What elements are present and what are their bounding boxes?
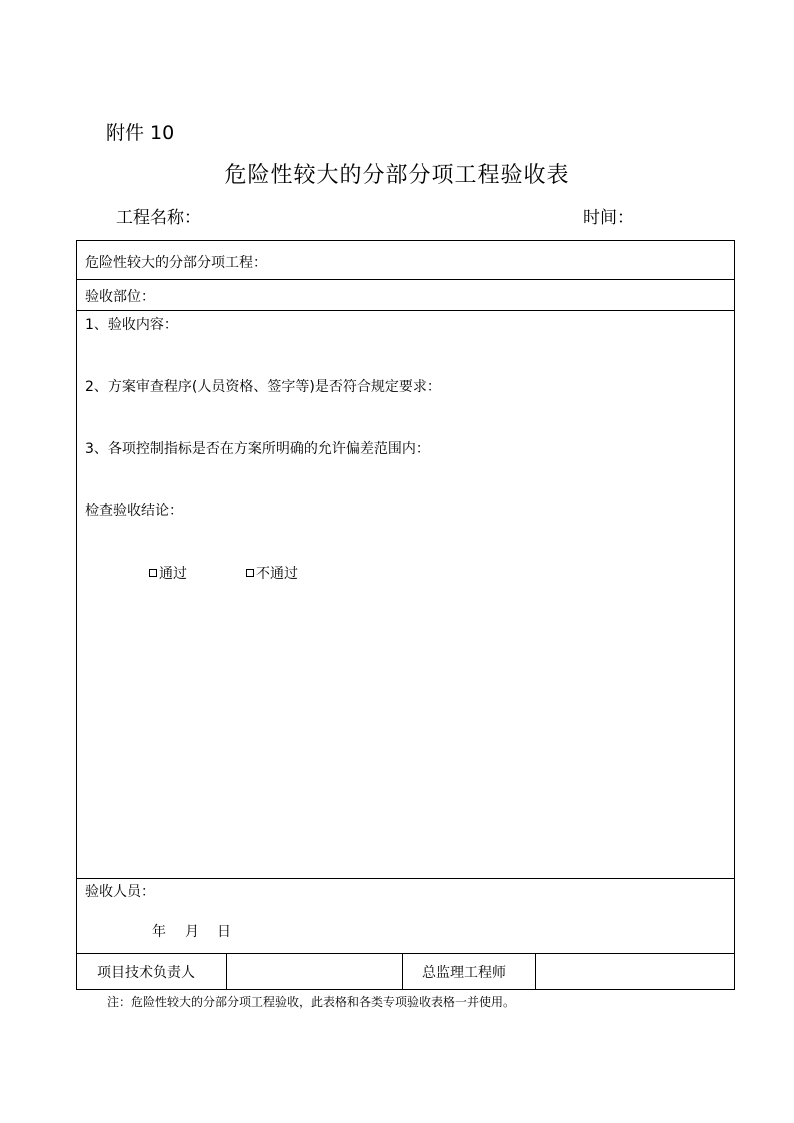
time-label: 时间：	[583, 208, 634, 228]
project-name-label: 工程名称：	[116, 208, 201, 228]
date-day: 日	[217, 924, 231, 940]
pass-checkbox[interactable]	[149, 569, 157, 577]
item-control-indicators: 3、各项控制指标是否在方案所明确的允许偏差范围内：	[85, 441, 430, 457]
footnote: 注：危险性较大的分部分项工程验收，此表格和各类专项验收表格一并使用。	[107, 995, 516, 1009]
conclusion-label: 检查验收结论：	[85, 503, 183, 519]
fail-checkbox[interactable]	[246, 569, 254, 577]
acceptance-form-table	[76, 240, 735, 990]
row-divider	[77, 878, 734, 879]
location-field-label: 验收部位：	[85, 289, 155, 305]
item-acceptance-content: 1、验收内容：	[85, 317, 178, 333]
fail-label: 不通过	[256, 566, 298, 582]
date-year: 年	[152, 924, 166, 940]
row-divider	[77, 279, 734, 280]
chief-supervisor-label: 总监理工程师	[422, 965, 506, 981]
row-divider	[77, 310, 734, 311]
column-divider	[402, 953, 403, 990]
item-review-procedure: 2、方案审查程序(人员资格、签字等)是否符合规定要求：	[85, 379, 441, 395]
attachment-number: 附件 10	[106, 122, 175, 144]
tech-lead-signature-field[interactable]	[227, 953, 402, 990]
pass-label: 通过	[159, 566, 187, 582]
inspectors-label: 验收人员：	[85, 884, 155, 900]
page-title: 危险性较大的分部分项工程验收表	[224, 163, 570, 188]
date-month: 月	[185, 924, 199, 940]
option-fail[interactable]	[246, 563, 298, 583]
chief-supervisor-signature-field[interactable]	[536, 953, 734, 990]
option-pass[interactable]	[149, 563, 187, 583]
tech-lead-label: 项目技术负责人	[97, 965, 195, 981]
project-field-label: 危险性较大的分部分项工程：	[85, 255, 267, 271]
